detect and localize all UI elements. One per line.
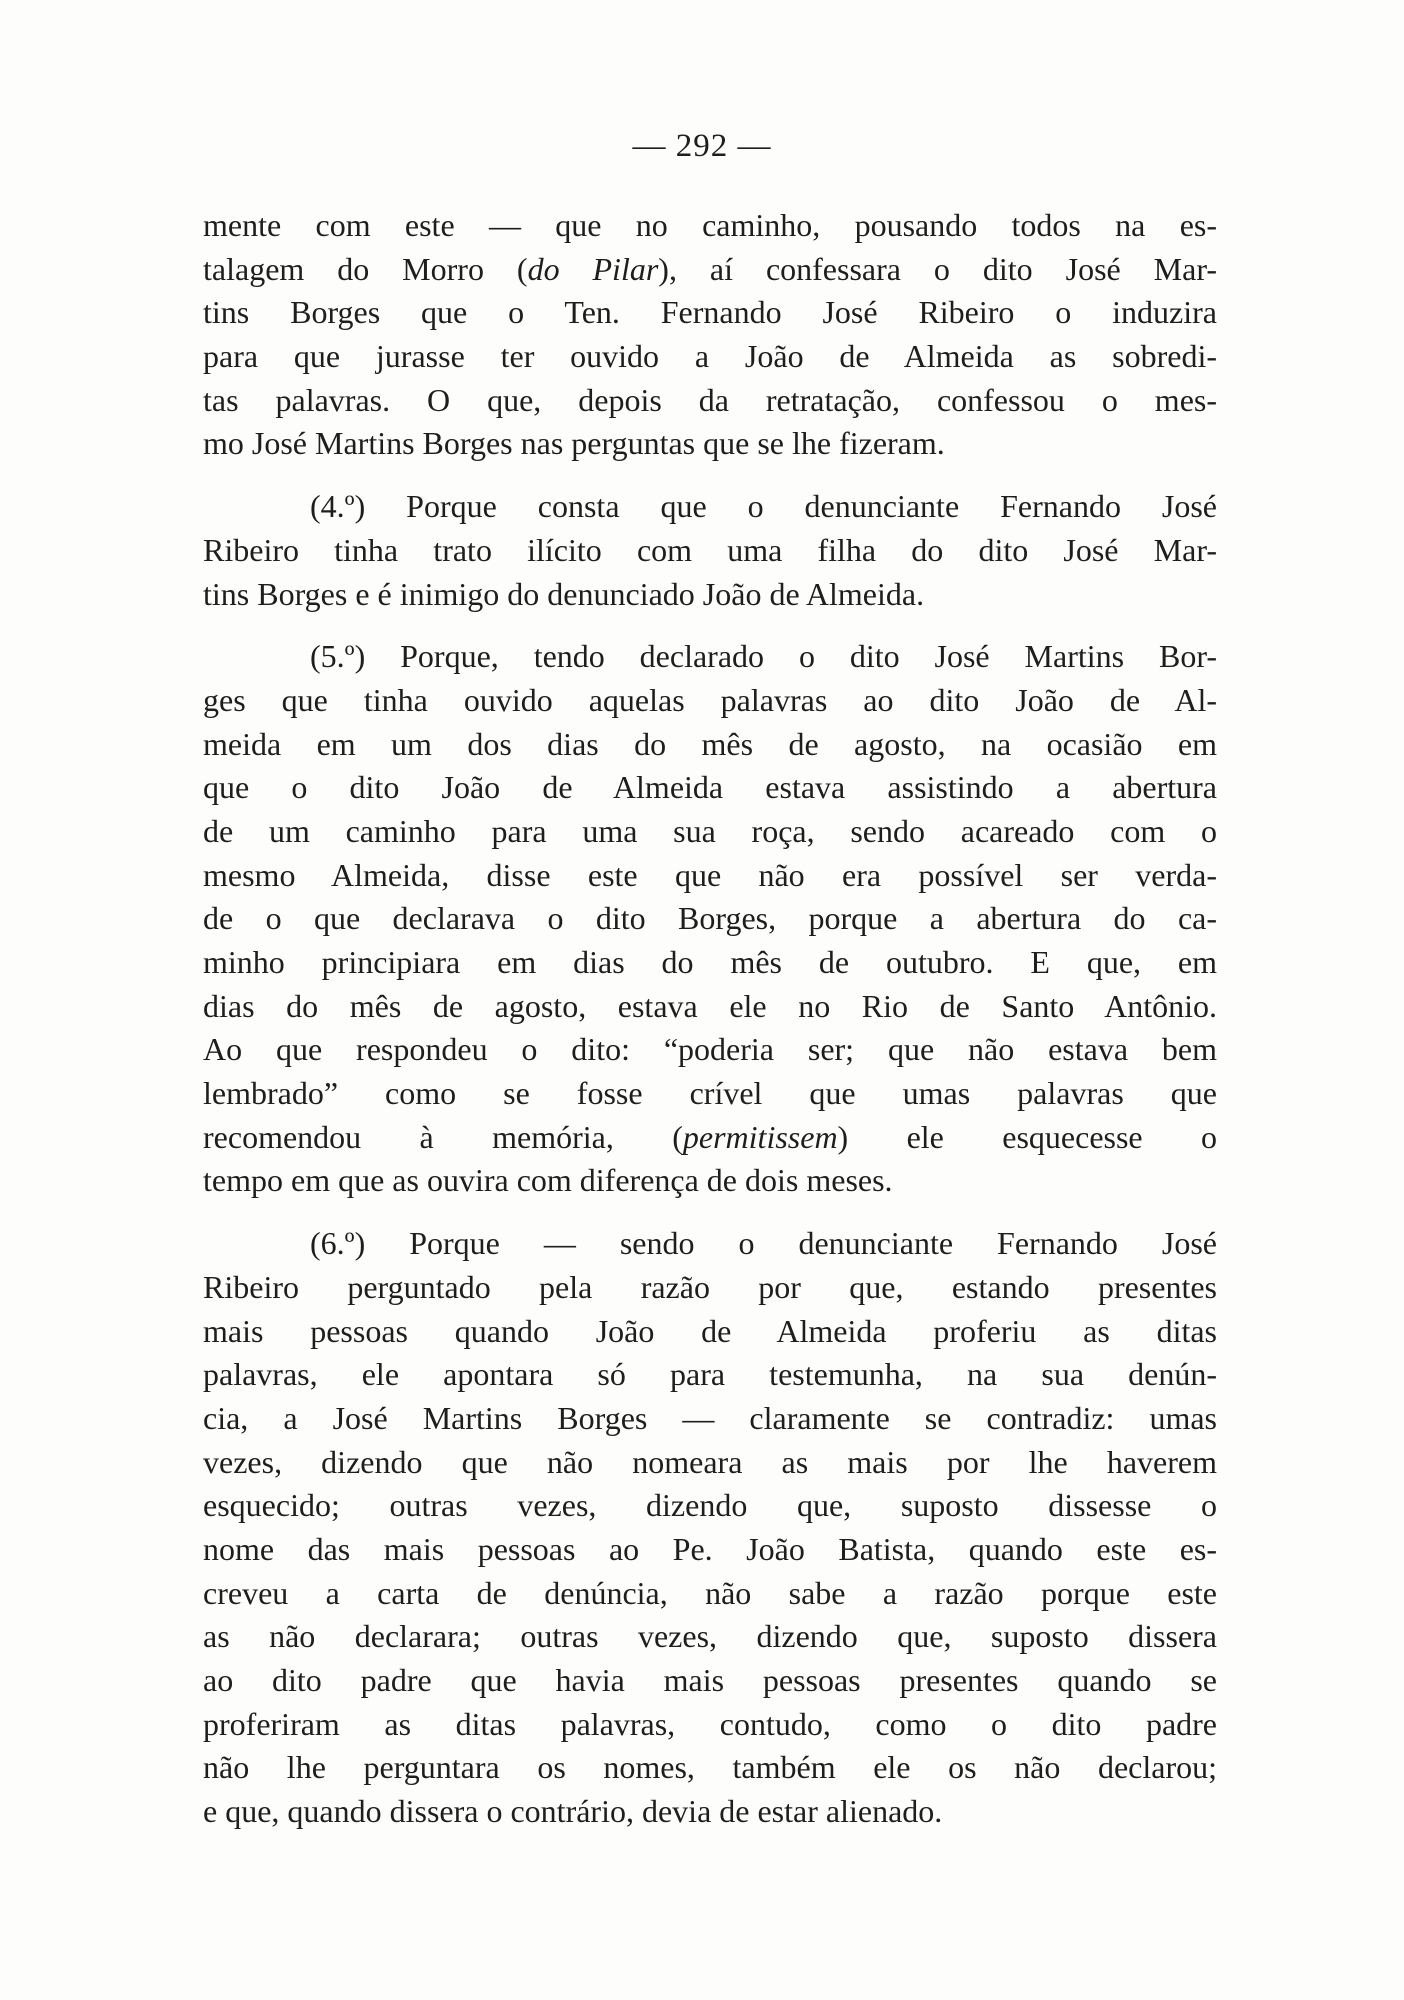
text-line: ges que tinha ouvido aquelas palavras ao dito João de Al- — [203, 681, 1217, 718]
text-line: tas palavras. O que, depois da retratação, confessou o mes- — [203, 381, 1217, 418]
text-line: ao dito padre que havia mais pessoas presentes quando se — [203, 1662, 1217, 1698]
text-line: dias do mês de agosto, estava ele no Rio de Santo Antônio. — [203, 987, 1217, 1024]
text-line: para que jurasse ter ouvido a João de Almeida as sobredi- — [203, 338, 1217, 375]
text-line: de um caminho para uma sua roça, sendo acareado com o — [203, 812, 1217, 849]
text-line: (4.º) Porque consta que o denunciante Fernando José — [310, 488, 1217, 525]
text-line: proferiram as ditas palavras, contudo, como o dito padre — [203, 1705, 1217, 1742]
paragraph-1 — [203, 204, 1217, 466]
text-line: meida em um dos dias do mês de agosto, na ocasião em — [203, 725, 1217, 762]
text-line: e que, quando dissera o contrário, devia de estar alienado. — [203, 1793, 943, 1830]
paragraph-3 — [203, 635, 1217, 1203]
text-line: recomendou à memória, (permitissem) ele esquecesse o — [203, 1118, 1218, 1155]
page-number: — 292 — — [632, 128, 772, 164]
text-line: cia, a José Martins Borges — claramente se contradiz: umas — [203, 1399, 1217, 1436]
text-line: não lhe perguntara os nomes, também ele os não declarou; — [203, 1749, 1217, 1786]
text-line: tins Borges que o Ten. Fernando José Ribeiro o induzira — [203, 294, 1217, 331]
text-line: mente com este — que no caminho, pousando todos na es- — [203, 207, 1217, 243]
text-line: que o dito João de Almeida estava assistindo a abertura — [203, 769, 1217, 806]
text-line: palavras, ele apontara só para testemunha, na sua denún- — [203, 1356, 1217, 1393]
text-line: (6.º) Porque — sendo o denunciante Fernando José — [310, 1225, 1217, 1262]
text-line: tempo em que as ouvira com diferença de dois meses. — [203, 1162, 893, 1199]
text-line: Ribeiro perguntado pela razão por que, estando presentes — [203, 1268, 1217, 1305]
text-line: creveu a carta de denúncia, não sabe a razão porque este — [203, 1574, 1217, 1611]
text-line: Ao que respondeu o dito: “poderia ser; que não estava bem — [203, 1031, 1217, 1068]
text-line: nome das mais pessoas ao Pe. João Batista, quando este es- — [203, 1530, 1217, 1567]
paragraph-2 — [203, 485, 1217, 616]
paragraph-4 — [203, 1222, 1217, 1834]
body-text — [203, 204, 1217, 1834]
text-line: minho principiara em dias do mês de outubro. E que, em — [203, 944, 1217, 980]
text-line: mo José Martins Borges nas perguntas que se lhe fizeram. — [203, 425, 945, 462]
text-line: de o que declarava o dito Borges, porque a abertura do ca- — [203, 900, 1217, 937]
text-line: Ribeiro tinha trato ilícito com uma filha do dito José Mar- — [203, 531, 1217, 568]
text-line: (5.º) Porque, tendo declarado o dito José Martins Bor- — [310, 638, 1217, 675]
text-line: mesmo Almeida, disse este que não era possível ser verda- — [203, 856, 1217, 893]
text-line: talagem do Morro (do Pilar), aí confessara o dito José Mar- — [203, 250, 1218, 287]
text-line: vezes, dizendo que não nomeara as mais por lhe haverem — [203, 1443, 1217, 1480]
text-line: esquecido; outras vezes, dizendo que, suposto dissesse o — [203, 1487, 1217, 1524]
text-line: mais pessoas quando João de Almeida proferiu as ditas — [203, 1312, 1217, 1349]
text-line: as não declarara; outras vezes, dizendo que, suposto dissera — [203, 1618, 1217, 1655]
text-line: tins Borges e é inimigo do denunciado João de Almeida. — [203, 575, 925, 612]
text-line: lembrado” como se fosse crível que umas palavras que — [203, 1075, 1217, 1112]
